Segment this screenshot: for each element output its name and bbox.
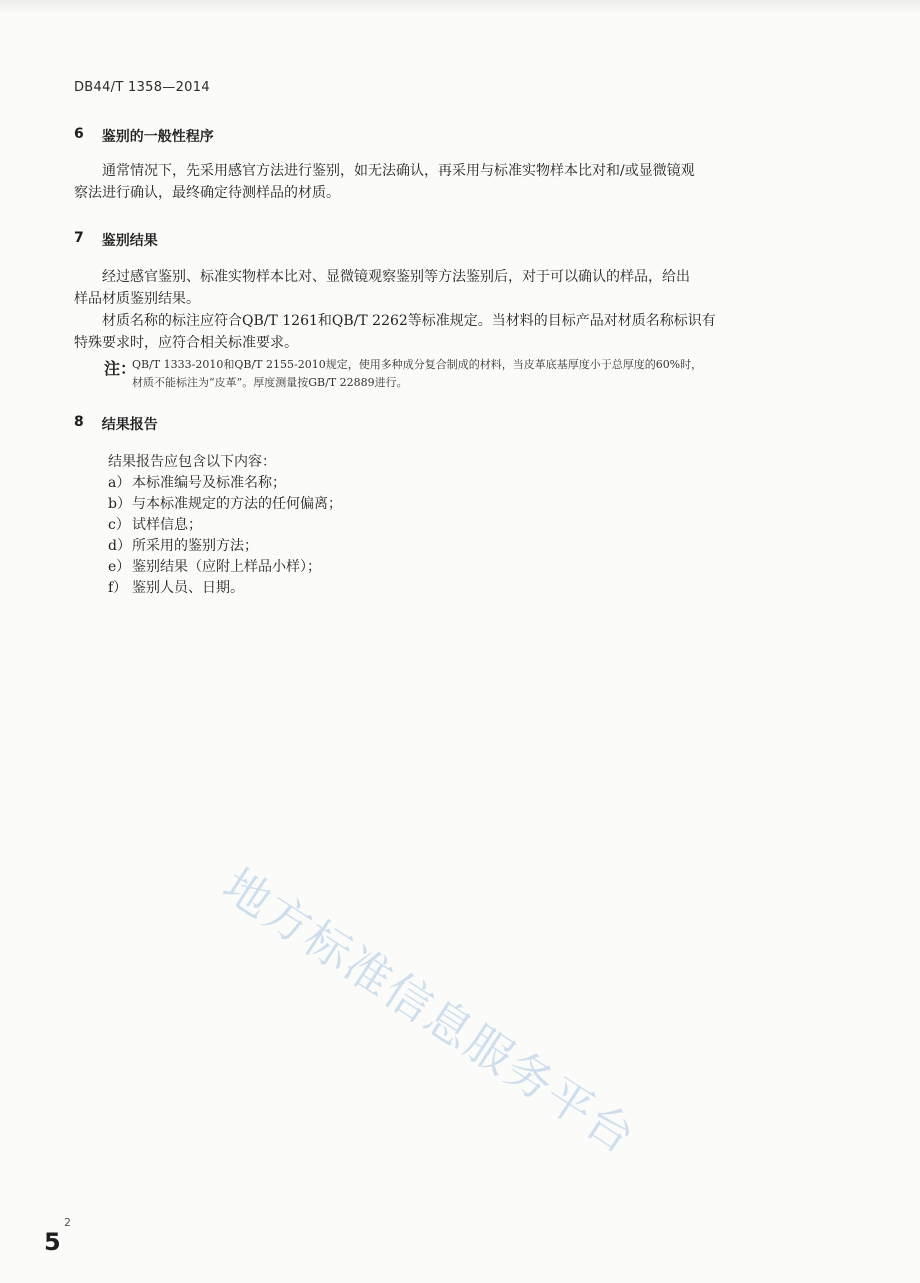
section-7-title: 鉴别结果 — [101, 233, 158, 249]
section-8-number: 8 — [74, 414, 84, 430]
platform-watermark: 地方标准信息服务平台 — [213, 857, 646, 1165]
section-6-paragraph — [74, 160, 834, 204]
section-6-title: 鉴别的一般性程序 — [101, 129, 214, 145]
section-7-para2-line-2: 特殊要求时，应符合相关标准要求。 — [74, 335, 298, 351]
list-item — [74, 515, 834, 536]
list-item — [74, 557, 834, 578]
list-item — [74, 578, 834, 599]
scan-top-edge — [0, 0, 920, 14]
note-label: 注： — [104, 359, 137, 378]
section-6-heading — [74, 126, 834, 146]
list-intro: 结果报告应包含以下内容： — [108, 454, 276, 470]
section-7-note — [74, 356, 834, 392]
list-item-text: 鉴别结果（应附上样品小样）； — [132, 559, 321, 575]
page-number: 5 — [44, 1228, 61, 1256]
note-line-1: QB/T 1333-2010和QB/T 2155-2010规定，使用多种成分复合制成的材料，当皮革底基厚度小于总厚度的60%时， — [132, 358, 703, 371]
result-report-list — [74, 452, 834, 599]
list-item-text: 与本标准规定的方法的任何偏离； — [132, 496, 342, 512]
list-item-text: 试样信息； — [132, 517, 202, 533]
note-body — [74, 356, 834, 392]
page-scan-mark: 2 — [64, 1216, 71, 1229]
section-7-number: 7 — [74, 230, 84, 246]
list-item-text: 所采用的鉴别方法； — [132, 538, 258, 554]
section-7 — [74, 230, 834, 392]
section-7-para1-line-1: 经过感官鉴别、标准实物样本比对、显微镜观察鉴别等方法鉴别后，对于可以确认的样品，给出 — [102, 269, 690, 285]
section-8-heading — [74, 414, 834, 434]
list-item-text: 鉴别人员、日期。 — [132, 580, 244, 596]
section-7-paragraph-2 — [74, 310, 834, 354]
section-7-paragraph-1 — [74, 266, 834, 310]
section-6-para-line-1: 通常情况下，先采用感官方法进行鉴别，如无法确认，再采用与标准实物样本比对和/或显微镜观 — [102, 163, 695, 179]
standard-code-header: DB44/T 1358—2014 — [74, 80, 210, 95]
section-6-number: 6 — [74, 126, 84, 142]
list-item-text: 本标准编号及标准名称； — [132, 475, 286, 491]
list-item — [74, 494, 834, 515]
list-item-marker: a） — [108, 475, 131, 491]
section-6-para-line-2: 察法进行确认，最终确定待测样品的材质。 — [74, 185, 340, 201]
note-line-2: 材质不能标注为“皮革”。厚度测量按GB/T 22889进行。 — [132, 376, 408, 389]
section-7-para1-line-2: 样品材质鉴别结果。 — [74, 291, 200, 307]
section-7-heading — [74, 230, 834, 250]
list-item-marker: e） — [108, 559, 131, 575]
list-item — [74, 536, 834, 557]
section-6 — [74, 126, 834, 204]
section-8 — [74, 414, 834, 599]
list-item — [74, 473, 834, 494]
list-item-marker: f） — [108, 580, 128, 596]
section-7-para2-line-1: 材质名称的标注应符合QB/T 1261和QB/T 2262等标准规定。当材料的目标产品对材质名称标识有 — [102, 313, 716, 329]
section-8-title: 结果报告 — [101, 417, 158, 433]
list-item-marker: c） — [108, 517, 130, 533]
list-item-marker: b） — [108, 496, 131, 512]
list-item-marker: d） — [108, 538, 131, 554]
